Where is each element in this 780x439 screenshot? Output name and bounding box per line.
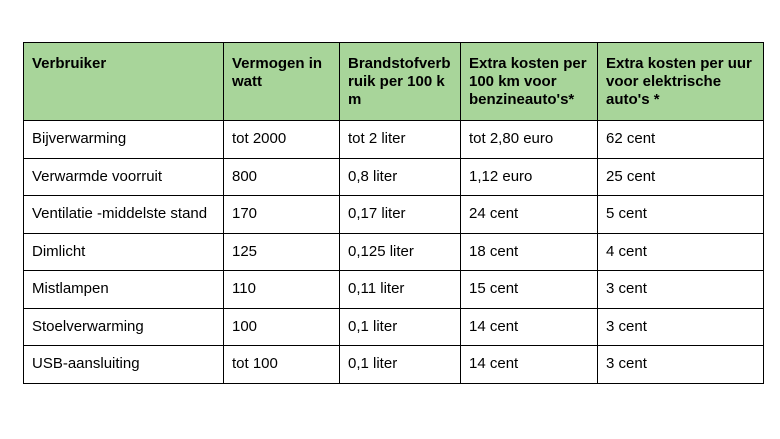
header-verbruiker: Verbruiker bbox=[24, 43, 224, 121]
cell-brandstofverbruik: 0,1 liter bbox=[340, 308, 461, 346]
cell-kosten-benzine: 15 cent bbox=[461, 271, 598, 309]
header-brandstofverbruik: Brandstofverbruik per 100 km bbox=[340, 43, 461, 121]
cell-vermogen: 110 bbox=[224, 271, 340, 309]
header-extra-kosten-elektrisch: Extra kosten per uur voor elektrische auto's * bbox=[598, 43, 764, 121]
cell-kosten-elektrisch: 62 cent bbox=[598, 121, 764, 159]
table-row bbox=[24, 158, 764, 196]
cell-kosten-elektrisch: 3 cent bbox=[598, 271, 764, 309]
consumption-table-container bbox=[23, 42, 763, 384]
cell-verbruiker: Ventilatie -middelste stand bbox=[24, 196, 224, 234]
cell-vermogen: tot 2000 bbox=[224, 121, 340, 159]
table-header-row bbox=[24, 43, 764, 121]
cell-verbruiker: USB-aansluiting bbox=[24, 346, 224, 384]
cell-brandstofverbruik: 0,11 liter bbox=[340, 271, 461, 309]
cell-vermogen: 125 bbox=[224, 233, 340, 271]
cell-verbruiker: Stoelverwarming bbox=[24, 308, 224, 346]
cell-kosten-benzine: 18 cent bbox=[461, 233, 598, 271]
header-extra-kosten-benzine: Extra kosten per 100 km voor benzineauto's* bbox=[461, 43, 598, 121]
cell-brandstofverbruik: 0,125 liter bbox=[340, 233, 461, 271]
cell-kosten-benzine: 1,12 euro bbox=[461, 158, 598, 196]
table-row bbox=[24, 121, 764, 159]
cell-brandstofverbruik: tot 2 liter bbox=[340, 121, 461, 159]
consumption-table bbox=[23, 42, 764, 384]
cell-brandstofverbruik: 0,17 liter bbox=[340, 196, 461, 234]
cell-kosten-benzine: 14 cent bbox=[461, 346, 598, 384]
cell-vermogen: 100 bbox=[224, 308, 340, 346]
cell-vermogen: 800 bbox=[224, 158, 340, 196]
cell-kosten-elektrisch: 5 cent bbox=[598, 196, 764, 234]
cell-verbruiker: Verwarmde voorruit bbox=[24, 158, 224, 196]
cell-kosten-elektrisch: 3 cent bbox=[598, 346, 764, 384]
cell-kosten-elektrisch: 25 cent bbox=[598, 158, 764, 196]
cell-brandstofverbruik: 0,1 liter bbox=[340, 346, 461, 384]
cell-brandstofverbruik: 0,8 liter bbox=[340, 158, 461, 196]
cell-vermogen: 170 bbox=[224, 196, 340, 234]
cell-verbruiker: Dimlicht bbox=[24, 233, 224, 271]
cell-kosten-elektrisch: 3 cent bbox=[598, 308, 764, 346]
cell-verbruiker: Mistlampen bbox=[24, 271, 224, 309]
table-row bbox=[24, 233, 764, 271]
cell-kosten-benzine: 14 cent bbox=[461, 308, 598, 346]
table-row bbox=[24, 346, 764, 384]
header-vermogen: Vermogen in watt bbox=[224, 43, 340, 121]
cell-kosten-benzine: 24 cent bbox=[461, 196, 598, 234]
table-row bbox=[24, 196, 764, 234]
table-row bbox=[24, 271, 764, 309]
table-body bbox=[24, 121, 764, 384]
cell-vermogen: tot 100 bbox=[224, 346, 340, 384]
cell-verbruiker: Bijverwarming bbox=[24, 121, 224, 159]
table-row bbox=[24, 308, 764, 346]
cell-kosten-benzine: tot 2,80 euro bbox=[461, 121, 598, 159]
cell-kosten-elektrisch: 4 cent bbox=[598, 233, 764, 271]
